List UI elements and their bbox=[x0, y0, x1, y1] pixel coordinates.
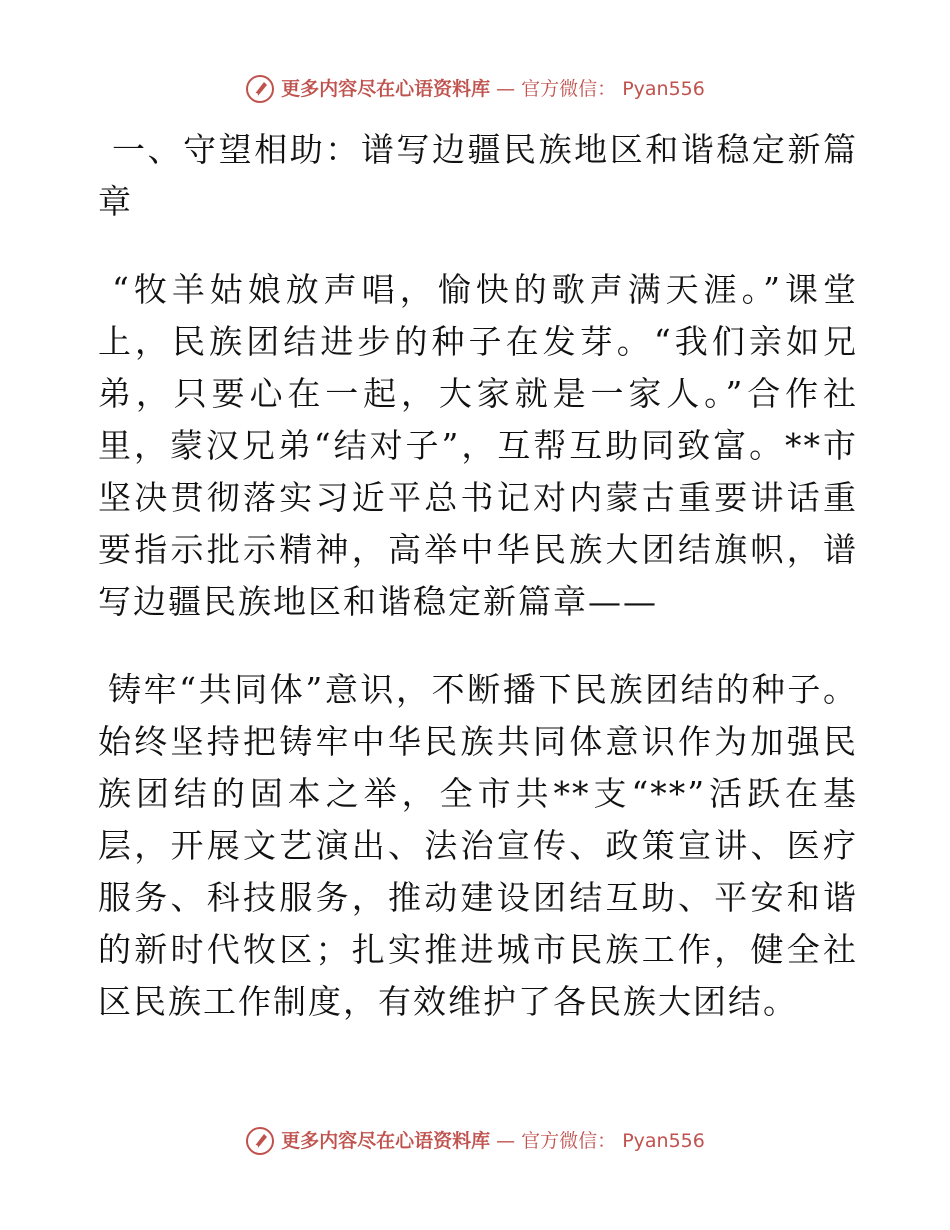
watermark-wechat-label: 官方微信： bbox=[521, 1130, 617, 1152]
pen-nib-logo-icon bbox=[245, 74, 275, 104]
watermark-header bbox=[0, 74, 950, 104]
document-body bbox=[98, 124, 858, 1028]
paragraph-2: 铸牢“共同体”意识，不断播下民族团结的种子。始终坚持把铸牢中华民族共同体意识作为加强民族团结的固本之举，全市共**支“**”活跃在基层，开展文艺演出、法治宣传、政策宣讲、医疗服务、科技服务，推动建设团结互助、平安和谐的新时代牧区；扎实推进城市民族工作，健全社区民族工作制度，有效维护了各民族大团结。 bbox=[98, 670, 858, 1021]
watermark-wechat-id: Pyan556 bbox=[622, 1130, 705, 1152]
watermark-wechat-id: Pyan556 bbox=[622, 78, 705, 100]
watermark-footer bbox=[0, 1126, 950, 1156]
watermark-separator: — bbox=[496, 78, 516, 100]
watermark-separator: — bbox=[496, 1130, 516, 1152]
paragraph-1: “牧羊姑娘放声唱，愉快的歌声满天涯。”课堂上，民族团结进步的种子在发芽。“我们亲如兄弟，只要心在一起，大家就是一家人。”合作社里，蒙汉兄弟“结对子”，互帮互助同致富。**市坚决贯彻落实习近平总书记对内蒙古重要讲话重要指示批示精神，高举中华民族大团结旗帜，谱写边疆民族地区和谐稳定新篇章—— bbox=[98, 270, 858, 621]
watermark-wechat-label: 官方微信： bbox=[521, 78, 617, 100]
watermark-brand-text: 更多内容尽在心语资料库 bbox=[281, 1130, 491, 1152]
pen-nib-logo-icon bbox=[245, 1126, 275, 1156]
section-heading: 一、守望相助：谱写边疆民族地区和谐稳定新篇章 bbox=[98, 130, 858, 221]
watermark-brand-text: 更多内容尽在心语资料库 bbox=[281, 78, 491, 100]
